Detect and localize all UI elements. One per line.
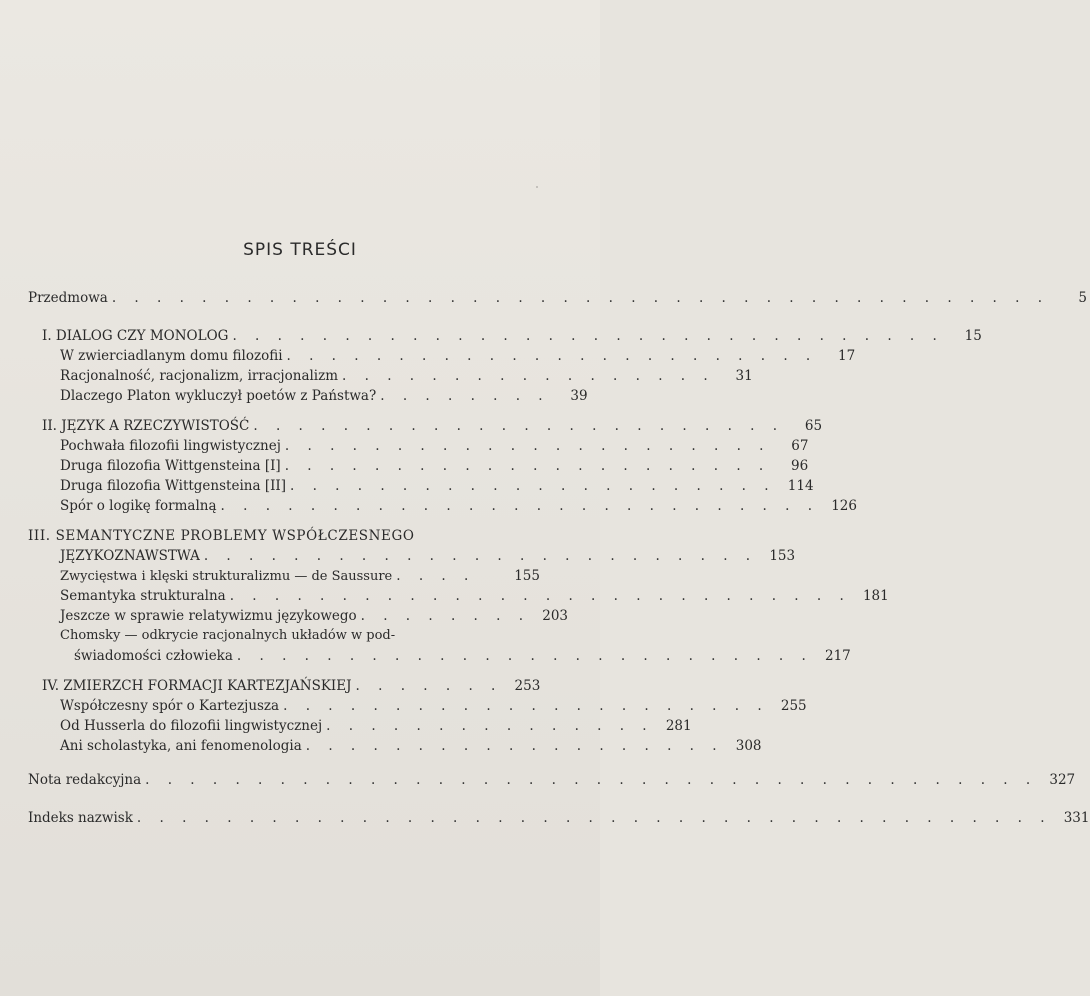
toc-entry-text: Przedmowa <box>28 290 108 306</box>
toc-entry-page: 39 <box>570 388 588 404</box>
toc-entry-section <box>28 496 857 516</box>
toc-entry-text: JĘZYKOZNAWSTWA <box>60 548 200 564</box>
toc-entry-page: 217 <box>825 648 851 664</box>
dot-leader: . . . . . . . . . . . . . . . . . . . . . . . . . . . . . . . . . . . . . . . . . <box>136 810 1052 826</box>
toc-entry-text: I. DIALOG CZY MONOLOG <box>42 328 229 344</box>
toc-entry-page: 253 <box>514 678 541 694</box>
dot-leader: . . . . . . . . . . . . . . . . . . . <box>305 738 724 754</box>
toc-entry-section <box>28 456 809 476</box>
toc-entry-page: 203 <box>542 608 569 624</box>
toc-entry-text: Semantyka strukturalna <box>60 588 226 604</box>
toc-entry-page: 17 <box>838 348 856 364</box>
toc-entry-text: W zwierciadlanym domu filozofii <box>60 348 283 364</box>
toc-entry-editorial-note <box>28 770 1076 790</box>
toc-entry-text: II. JĘZYK A RZECZYWISTOŚĆ <box>42 418 250 434</box>
dot-leader: . . . . . . . . . . . . . . . . . . . . . . . . . . . . . . . . <box>232 328 944 344</box>
toc-entry-section <box>28 566 540 586</box>
toc-entry-section-continued <box>28 646 851 666</box>
dot-leader: . . . . . . . . <box>360 608 531 624</box>
toc-entry-text: Jeszcze w sprawie relatywizmu językowego <box>60 608 357 624</box>
toc-entry-page: 181 <box>862 588 889 604</box>
toc-entry-text: Indeks nazwisk <box>28 810 133 826</box>
toc-entry-section <box>28 716 692 736</box>
toc-entry-page: 331 <box>1063 810 1090 826</box>
dot-leader: . . . . . . . . . . . . . . . . . . . . . . <box>284 458 771 474</box>
toc-entry-text: Współczesny spór o Kartezjusza <box>60 698 280 714</box>
toc-entry-page: 65 <box>804 418 823 434</box>
toc-entry-text: Od Husserla do filozofii lingwistycznej <box>60 718 323 734</box>
dot-leader: . . . . . . . . . . . . . . . . . . . . . . . . . . . . . . . . . . . . . . . . <box>145 772 1038 788</box>
toc-entry-section <box>28 606 569 626</box>
toc-entry-chapter-continued <box>28 546 796 566</box>
dot-leader: . . . . . . . . . . . . . . . . . . . . . . <box>283 698 769 714</box>
toc-entry-page: 327 <box>1049 772 1076 788</box>
toc-entry-section <box>28 696 807 716</box>
toc-entry-page: 96 <box>791 458 809 474</box>
toc-entry-page: 15 <box>964 328 982 344</box>
toc-entry-chapter <box>28 526 540 546</box>
toc-entry-section <box>28 386 588 406</box>
toc-entry-page: 5 <box>1078 290 1088 306</box>
toc-entry-text: Pochwała filozofii lingwistycznej <box>60 438 281 454</box>
dot-leader: . . . . . . . . . . . . . . . . . . . . . . . . <box>253 418 785 434</box>
dot-leader: . . . . . . . . . . . . . . . . . . . . . . . . . . . . <box>229 588 851 604</box>
toc-entry-text: Druga filozofia Wittgensteina [I] <box>60 458 281 474</box>
toc-entry-page: 155 <box>514 568 540 584</box>
toc-entry-page: 31 <box>735 368 753 384</box>
toc-entry-text: Chomsky — odkrycie racjonalnych układów w pod- <box>60 628 396 643</box>
toc-entry-chapter <box>28 416 823 436</box>
dot-leader: . . . . . . . . . . . . . . . . . <box>342 368 715 384</box>
toc-entry-text: III. SEMANTYCZNE PROBLEMY WSPÓŁCZESNEGO <box>28 528 415 544</box>
toc-entry-text: Druga filozofia Wittgensteina [II] <box>60 478 287 494</box>
toc-entry-section <box>28 476 814 496</box>
toc-entry-page: 281 <box>665 718 692 734</box>
toc-entry-section <box>28 436 809 456</box>
page-title: SPIS TREŚCI <box>243 240 357 260</box>
toc-entry-preface <box>28 288 1088 308</box>
toc-entry-chapter <box>28 326 982 346</box>
toc-entry-text: Dlaczego Platon wykluczył poetów z Państwa? <box>60 388 377 404</box>
dot-leader: . . . . . . . . . . . . . . . . . . . . . . . . <box>286 348 818 364</box>
toc-entry-text: IV. ZMIERZCH FORMACJI KARTEZJAŃSKIEJ <box>42 678 352 694</box>
dot-leader: . . . . . . . . . . . . . . . . . . . . . . . . . . <box>236 648 813 664</box>
toc-entry-page: 67 <box>791 438 809 454</box>
dot-leader: . . . . <box>396 568 476 584</box>
toc-entry-page: 126 <box>831 498 857 514</box>
toc-entry-text: Ani scholastyka, ani fenomenologia <box>60 738 302 754</box>
toc-entry-section <box>28 346 856 366</box>
dot-leader: . . . . . . . . . . . . . . . . . . . . . . . . . <box>203 548 758 564</box>
toc-entry-text: Racjonalność, racjonalizm, irracjonalizm <box>60 368 339 384</box>
paper-speck <box>536 186 538 188</box>
toc-entry-index <box>28 808 1090 828</box>
toc-entry-text: Nota redakcyjna <box>28 772 142 788</box>
toc-entry-chapter <box>28 676 540 696</box>
toc-entry-page: 308 <box>735 738 762 754</box>
dot-leader: . . . . . . . . . . . . . . . <box>326 718 654 734</box>
show-through-imprint <box>0 848 600 958</box>
dot-leader: . . . . . . . <box>355 678 503 694</box>
toc-entry-page: 114 <box>787 478 814 494</box>
dot-leader: . . . . . . . . <box>380 388 550 404</box>
dot-leader: . . . . . . . . . . . . . . . . . . . . . . . . . . . <box>220 498 819 514</box>
toc-entry-text: Zwycięstwa i klęski strukturalizmu — de Saussure <box>60 569 393 584</box>
toc-entry-page: 153 <box>769 548 796 564</box>
table-of-contents <box>28 288 1090 828</box>
toc-entry-page: 255 <box>780 698 807 714</box>
toc-entry-section <box>28 366 753 386</box>
dot-leader: . . . . . . . . . . . . . . . . . . . . . . <box>284 438 771 454</box>
toc-entry-text: Spór o logikę formalną <box>60 498 217 514</box>
toc-entry-section <box>28 586 889 606</box>
toc-entry-text: świadomości człowieka <box>74 648 233 664</box>
dot-leader: . . . . . . . . . . . . . . . . . . . . . . <box>290 478 776 494</box>
toc-entry-section <box>28 626 540 646</box>
dot-leader: . . . . . . . . . . . . . . . . . . . . . . . . . . . . . . . . . . . . . . . . . . <box>111 290 1050 306</box>
toc-entry-section <box>28 736 762 756</box>
